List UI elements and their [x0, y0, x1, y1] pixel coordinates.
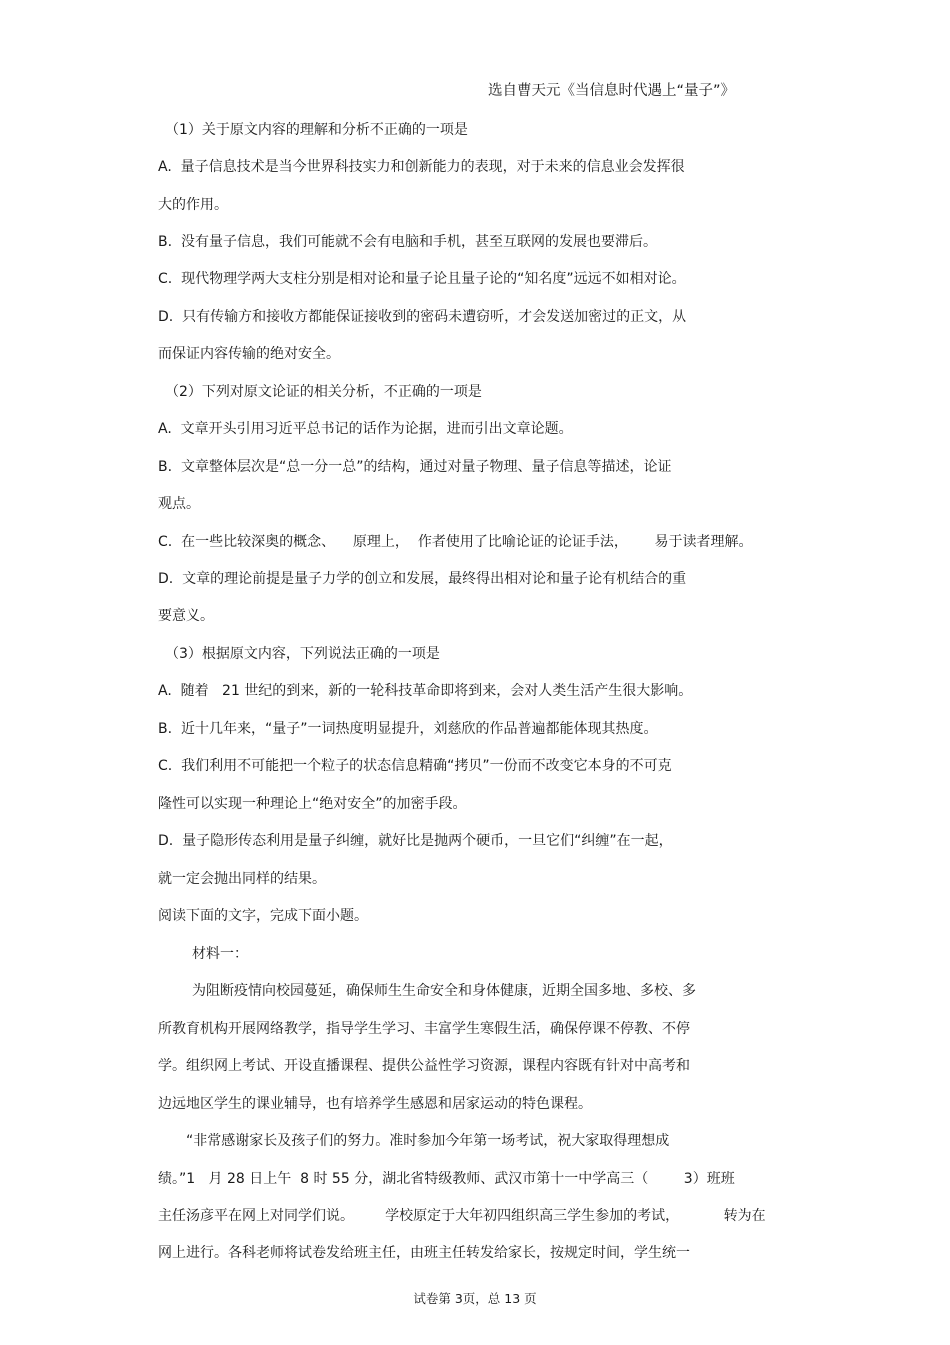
material-paragraph-line: 绩。”1 月 28 日上午 8 时 55 分，湖北省特级教师、武汉市第十一中学高三（ 3）班班 — [158, 1171, 735, 1187]
material-paragraph-line: 主任汤彦平在网上对同学们说。 学校原定于大年初四组织高三学生参加的考试， 转为在 — [158, 1208, 766, 1224]
material-one-heading: 材料一： — [192, 946, 248, 962]
q3-option-d-cont: 就一定会抛出同样的结果。 — [158, 871, 326, 887]
question-3-stem: （3）根据原文内容，下列说法正确的一项是 — [165, 646, 440, 662]
material-paragraph-line: 边远地区学生的课业辅导，也有培养学生感恩和居家运动的特色课程。 — [158, 1096, 592, 1112]
material-paragraph-line: 为阻断疫情向校园蔓延，确保师生生命安全和身体健康，近期全国多地、多校、多 — [192, 983, 696, 999]
q1-option-d: D. 只有传输方和接收方都能保证接收到的密码未遭窃听，才会发送加密过的正文，从 — [158, 309, 687, 325]
q1-option-d-cont: 而保证内容传输的绝对安全。 — [158, 346, 340, 362]
q1-option-b: B. 没有量子信息，我们可能就不会有电脑和手机，甚至互联网的发展也要滞后。 — [158, 234, 657, 250]
reading-instruction: 阅读下面的文字，完成下面小题。 — [158, 908, 368, 924]
q2-option-b-cont: 观点。 — [158, 496, 200, 512]
q3-option-a: A. 随着 21 世纪的到来，新的一轮科技革命即将到来，会对人类生活产生很大影响。 — [158, 683, 693, 699]
source-citation: 选自曹天元《当信息时代遇上“量子”》 — [488, 83, 736, 99]
material-paragraph-line: 网上进行。各科老师将试卷发给班主任，由班主任转发给家长，按规定时间，学生统一 — [158, 1245, 690, 1261]
q2-option-a: A. 文章开头引用习近平总书记的话作为论据，进而引出文章论题。 — [158, 421, 573, 437]
q2-option-b: B. 文章整体层次是“总一分一总”的结构，通过对量子物理、量子信息等描述，论证 — [158, 459, 672, 475]
question-1-stem: （1）关于原文内容的理解和分析不正确的一项是 — [165, 122, 468, 138]
q2-option-c: C. 在一些比较深奥的概念、 原理上， 作者使用了比喻论证的论证手法， 易于读者理解。 — [158, 534, 753, 550]
page-footer: 试卷第 3页，总 13 页 — [413, 1291, 537, 1306]
q3-option-c-cont: 隆性可以实现一种理论上“绝对安全”的加密手段。 — [158, 796, 467, 812]
q1-option-a-cont: 大的作用。 — [158, 197, 228, 213]
q3-option-d: D. 量子隐形传态利用是量子纠缠，就好比是抛两个硬币，一旦它们“纠缠”在一起， — [158, 833, 673, 849]
q1-option-a: A. 量子信息技术是当今世界科技实力和创新能力的表现，对于未来的信息业会发挥很 — [158, 159, 685, 175]
q3-option-b: B. 近十几年来，“量子”一词热度明显提升，刘慈欣的作品普遍都能体现其热度。 — [158, 721, 658, 737]
question-2-stem: （2）下列对原文论证的相关分析，不正确的一项是 — [165, 384, 482, 400]
q2-option-d-cont: 要意义。 — [158, 608, 214, 624]
material-paragraph-line: “非常感谢家长及孩子们的努力。准时参加今年第一场考试，祝大家取得理想成 — [186, 1133, 670, 1149]
q2-option-d: D. 文章的理论前提是量子力学的创立和发展，最终得出相对论和量子论有机结合的重 — [158, 571, 687, 587]
q3-option-c: C. 我们利用不可能把一个粒子的状态信息精确“拷贝”一份而不改变它本身的不可克 — [158, 758, 672, 774]
q1-option-c: C. 现代物理学两大支柱分别是相对论和量子论且量子论的“知名度”远远不如相对论。 — [158, 271, 686, 287]
material-paragraph-line: 学。组织网上考试、开设直播课程、提供公益性学习资源，课程内容既有针对中高考和 — [158, 1058, 690, 1074]
material-paragraph-line: 所教育机构开展网络教学，指导学生学习、丰富学生寒假生活，确保停课不停教、不停 — [158, 1021, 690, 1037]
